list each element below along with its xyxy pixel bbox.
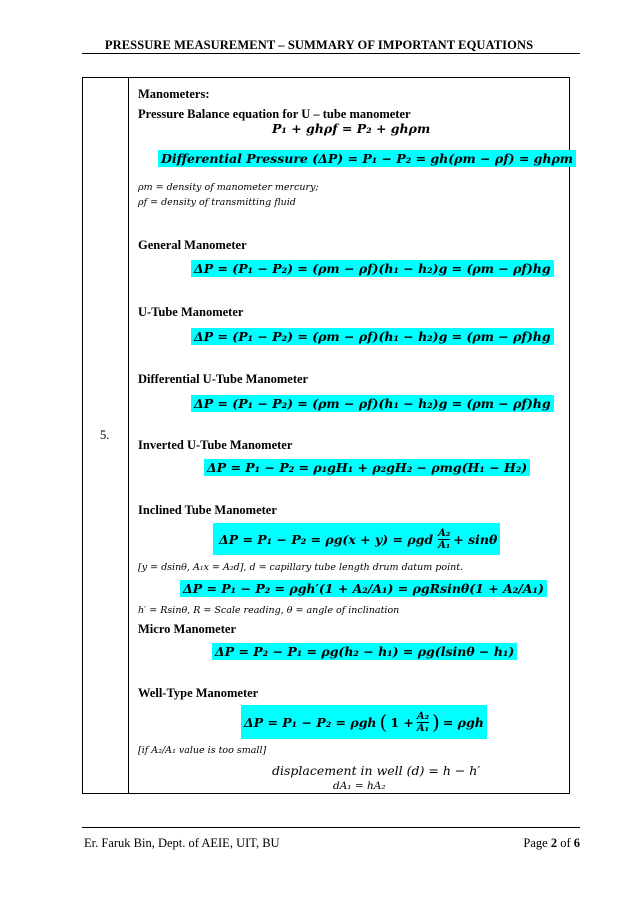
well-manometer-title: Well-Type Manometer xyxy=(138,686,259,700)
fraction-numerator: A₂ xyxy=(438,527,451,539)
note-rho-f: ρf = density of transmitting fluid xyxy=(138,197,296,208)
inclined-manometer-title: Inclined Tube Manometer xyxy=(138,503,277,517)
well-area-relation: dA₁ = hA₂ xyxy=(333,780,386,792)
balance-equation: P₁ + ghρf = P₂ + ghρm xyxy=(272,121,431,136)
micro-manometer-title: Micro Manometer xyxy=(138,622,236,636)
well-eq-one: 1 + xyxy=(390,714,414,730)
well-eq-main: ΔP = P₁ − P₂ = ρgh xyxy=(244,714,377,730)
footer-author: Er. Faruk Bin, Dept. of AEIE, UIT, BU xyxy=(84,836,280,850)
diff-utube-manometer-equation: ΔP = (P₁ − P₂) = (ρm − ρf)(h₁ − h₂)g = (ρm − ρf)hg xyxy=(191,395,554,412)
footer-rule xyxy=(82,827,580,828)
well-displacement: displacement in well (d) = h − h′ xyxy=(272,763,481,778)
inverted-manometer-equation: ΔP = P₁ − P₂ = ρ₁gH₁ + ρ₂gH₂ − ρmg(H₁ − H₂) xyxy=(204,459,530,476)
note-rho-m: ρm = density of manometer mercury; xyxy=(138,182,319,193)
utube-manometer-equation: ΔP = (P₁ − P₂) = (ρm − ρf)(h₁ − h₂)g = (ρm − ρf)hg xyxy=(191,328,554,345)
row-number: 5. xyxy=(100,428,110,442)
inclined-eq-tail: + sinθ xyxy=(453,531,498,547)
inclined-equation-1 xyxy=(213,523,500,555)
page-current: 2 xyxy=(550,836,558,850)
differential-pressure-equation: Differential Pressure (ΔP) = P₁ − P₂ = gh(ρm − ρf) = ghρm xyxy=(158,150,576,167)
balance-title: Pressure Balance equation for U – tube manometer xyxy=(138,107,411,121)
inverted-manometer-title: Inverted U-Tube Manometer xyxy=(138,438,293,452)
micro-manometer-equation: ΔP = P₂ − P₁ = ρg(h₂ − h₁) = ρg(lsinθ − h₁) xyxy=(212,643,517,660)
utube-manometer-title: U-Tube Manometer xyxy=(138,305,244,319)
fraction-numerator: A₂ xyxy=(416,710,430,722)
well-eq-tail: = ρgh xyxy=(442,714,484,730)
inclined-equation-2: ΔP = P₁ − P₂ = ρgh′(1 + A₂/A₁) = ρgRsinθ(1 + A₂/A₁) xyxy=(180,580,547,597)
page-header-title: PRESSURE MEASUREMENT – SUMMARY OF IMPORTANT EQUATIONS xyxy=(104,38,534,52)
footer-page-number xyxy=(480,836,580,851)
diff-utube-manometer-title: Differential U-Tube Manometer xyxy=(138,372,309,386)
inclined-note-2: h′ = Rsinθ, R = Scale reading, θ = angle of inclination xyxy=(138,605,400,616)
page-of: of xyxy=(560,836,571,850)
fraction-denominator: A₁ xyxy=(438,539,451,551)
inclined-eq-fraction xyxy=(438,528,450,551)
inclined-note-1: [y = dsinθ, A₁x = A₂d], d = capillary tube length drum datum point. xyxy=(138,562,464,573)
inclined-eq-main: ΔP = P₁ − P₂ = ρg(x + y) = ρgd xyxy=(219,531,434,547)
well-manometer-equation xyxy=(241,705,487,739)
page-total: 6 xyxy=(573,836,580,850)
header-rule xyxy=(82,53,580,54)
well-paren-close: ) xyxy=(432,710,440,734)
manometers-heading: Manometers: xyxy=(138,87,210,101)
table-column-divider xyxy=(128,77,129,794)
general-manometer-title: General Manometer xyxy=(138,238,247,252)
well-eq-fraction xyxy=(417,711,429,734)
page-prefix: Page xyxy=(523,836,548,850)
general-manometer-equation: ΔP = (P₁ − P₂) = (ρm − ρf)(h₁ − h₂)g = (ρm − ρf)hg xyxy=(191,260,554,277)
fraction-denominator: A₁ xyxy=(416,722,430,734)
well-paren-open: ( xyxy=(379,710,388,734)
well-note: [if A₂/A₁ value is too small] xyxy=(138,745,267,756)
